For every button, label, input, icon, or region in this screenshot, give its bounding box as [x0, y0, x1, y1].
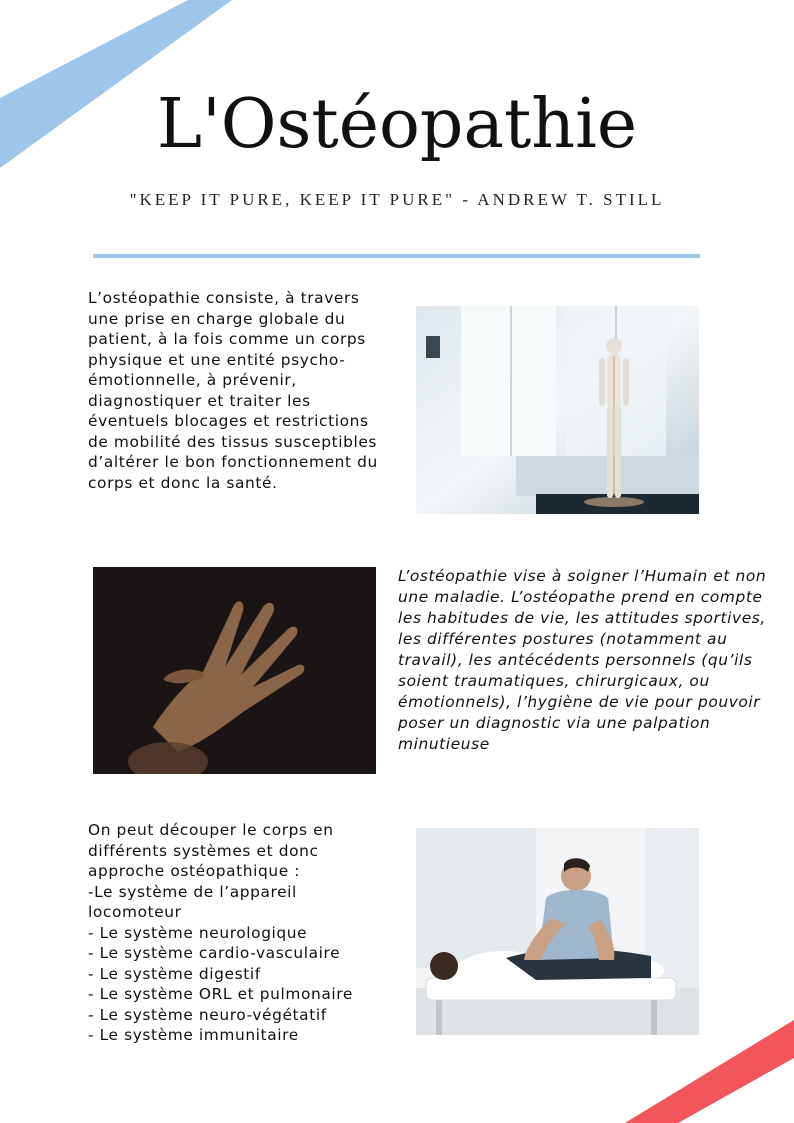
list-item: - Le système cardio-vasculaire: [88, 944, 341, 962]
osteopath-treatment-photo: [416, 828, 699, 1035]
page-subtitle-quote: "KEEP IT PURE, KEEP IT PURE" - ANDREW T. STILL: [129, 190, 665, 209]
list-item: - Le système neuro-végétatif: [88, 1005, 327, 1024]
list-item: -Le système de l’appareil locomoteur: [88, 882, 297, 921]
acupuncture-mannequin-photo: [416, 306, 699, 514]
intro-paragraph: L’ostéopathie consiste, à travers une prise en charge globale du patient, à la fois comme un corps physique et une entité psycho-émotionnelle, à prévenir, diagnostiquer et traiter les éventuels blocages et restrictions de mobilité des tissus susceptibles d’altérer le bon fonctionnement du corps et donc la santé.: [88, 289, 378, 492]
list-item: - Le système immunitaire: [88, 1026, 299, 1044]
page-title: L'Ostéopathie: [156, 85, 638, 164]
list-item: - Le système digestif: [88, 964, 261, 983]
open-hand-photo: [93, 567, 376, 774]
holistic-approach-paragraph: L’ostéopathie vise à soigner l’Humain et non une maladie. L’ostéopathe prend en compte les habitudes de vie, les attitudes sportives, les différentes postures (notamment au travail), les antécédents personnels (qu’ils soient traumatiques, chirurgicaux, ou émotionnels), l’hygiène de vie pour pouvoir poser un diagnostic via une palpation minutieuse: [398, 567, 767, 753]
list-item: - Le système neurologique: [88, 923, 308, 942]
bottom-right-red-stripe: [625, 1020, 794, 1123]
body-systems-list: [88, 820, 388, 1046]
title-divider: [93, 254, 700, 258]
systems-intro: On peut découper le corps en différents systèmes et donc approche ostéopathique :: [88, 821, 334, 880]
list-item: - Le système ORL et pulmonaire: [88, 985, 353, 1003]
